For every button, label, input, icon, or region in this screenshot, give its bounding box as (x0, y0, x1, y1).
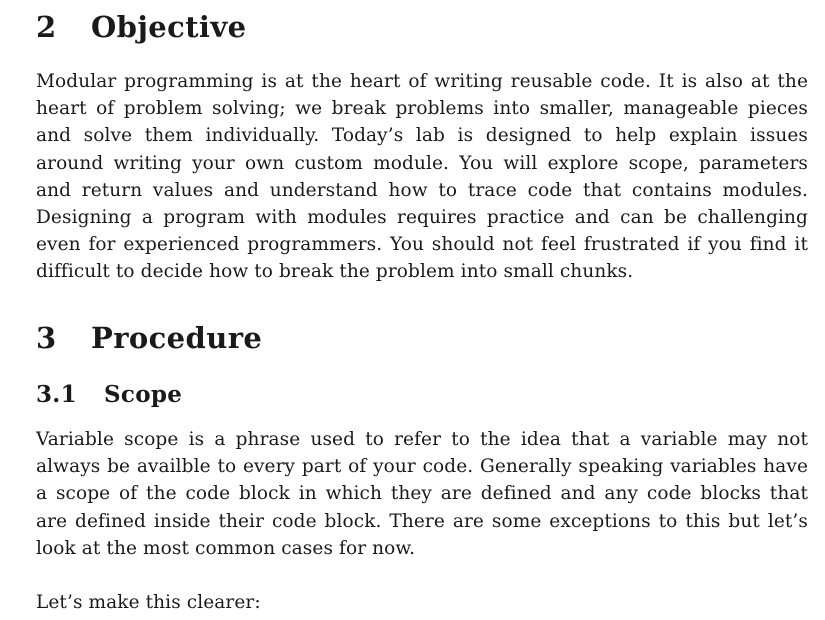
closing-paragraph (36, 589, 808, 616)
paragraph-line: Let’s make this clearer: (36, 592, 261, 613)
paragraph-line: Variable scope is a phrase used to refer to the idea that a variable may not (36, 429, 808, 450)
paragraph-line: difficult to decide how to break the problem into small chunks. (36, 261, 634, 283)
subsection-title: Scope (104, 381, 183, 408)
paragraph-line: and solve them individually. Today’s lab is designed to help explain issues (36, 125, 808, 147)
paragraph-line: even for experienced programmers. You should not feel frustrated if you find it (36, 234, 808, 256)
section-number: 2 (36, 10, 57, 44)
section-title: Objective (91, 10, 247, 44)
paragraph-line: Designing a program with modules requires practice and can be challenging (36, 206, 808, 228)
paragraph-line: are defined inside their code block. There are some exceptions to this but let’s (36, 510, 808, 532)
subsection-number: 3.1 (36, 381, 77, 408)
subsection-heading-scope (36, 381, 182, 408)
paragraph-line: around writing your own custom module. You will explore scope, parameters (36, 152, 808, 174)
paragraph-line: a scope of the code block in which they are defined and any code blocks that (36, 483, 808, 505)
paragraph-line: look at the most common cases for now. (36, 537, 416, 559)
scope-paragraph (36, 426, 808, 562)
paragraph-line: and return values and understand how to trace code that contains modules. (36, 179, 808, 201)
section-heading-objective (36, 10, 246, 44)
objective-paragraph (36, 68, 808, 286)
section-title: Procedure (91, 321, 263, 355)
paragraph-line: Modular programming is at the heart of writing reusable code. It is also at the (36, 71, 808, 92)
section-heading-procedure (36, 321, 262, 355)
section-number: 3 (36, 321, 57, 355)
paragraph-line: heart of problem solving; we break problems into smaller, manageable pieces (36, 98, 808, 120)
paragraph-line: always be availble to every part of your code. Generally speaking variables have (36, 456, 808, 478)
